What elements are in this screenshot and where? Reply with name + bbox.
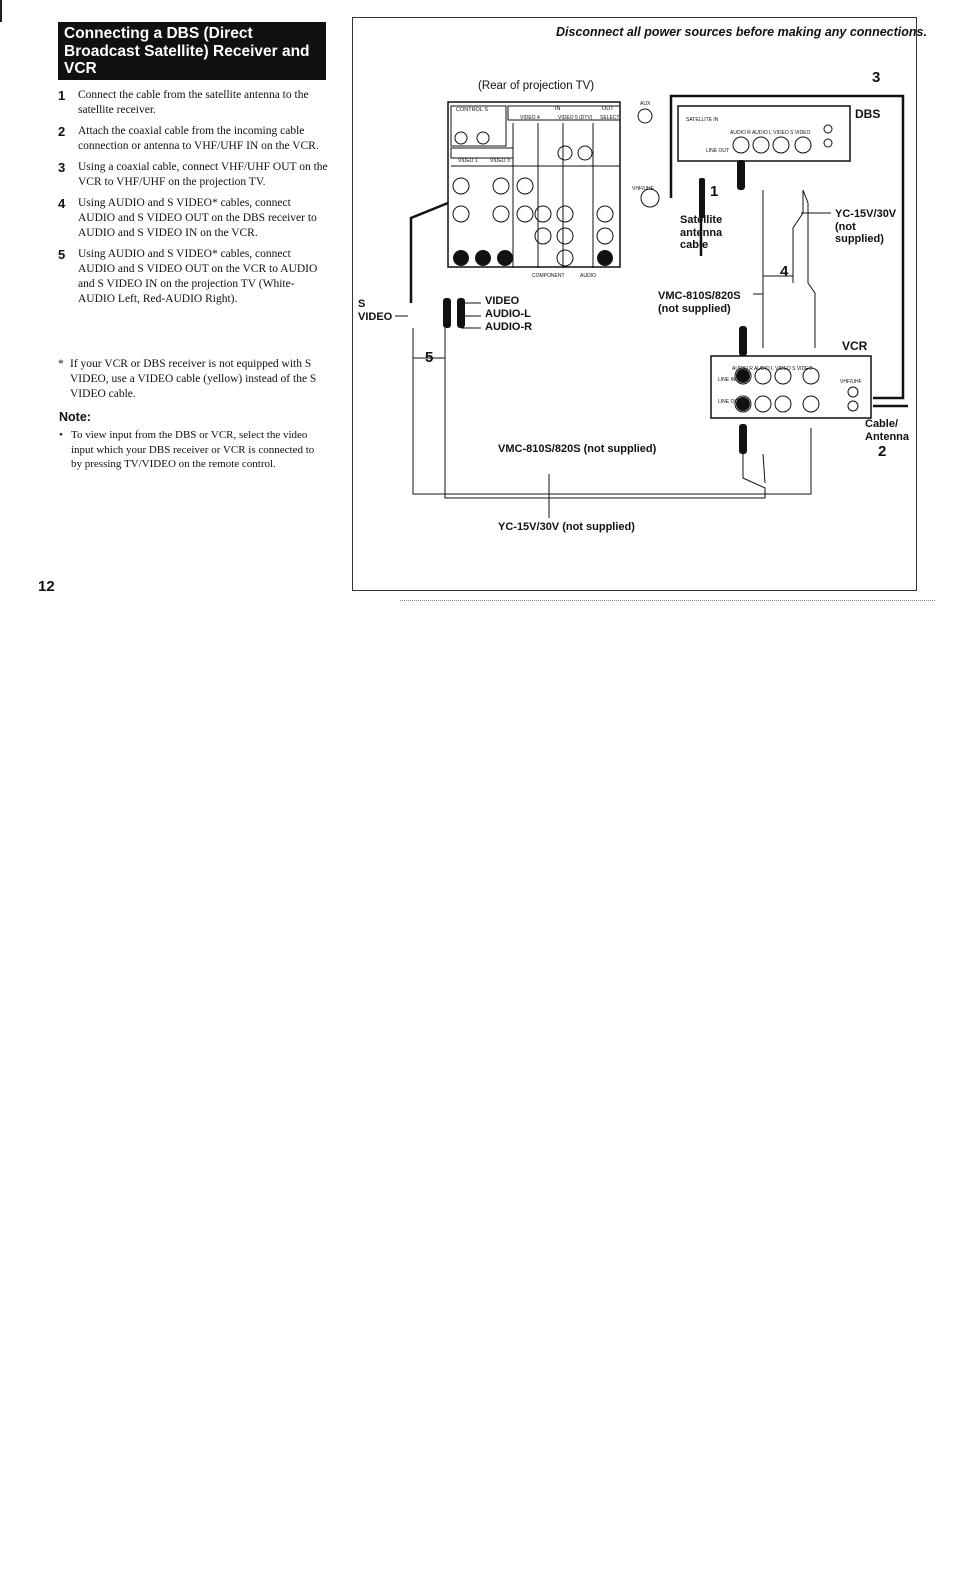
panel-out-label: OUT: [602, 106, 614, 112]
note-text: To view input from the DBS or VCR, select the video input which your DBS receiver or VCR is connected to by pressing TV/VIDEO on the remote control.: [71, 429, 315, 470]
step-item: [56, 88, 328, 118]
step-item: [56, 196, 328, 241]
dbs-label: DBS: [855, 107, 881, 121]
video1-label: VIDEO 1: [458, 158, 478, 164]
margin-rule: [0, 0, 2, 22]
audio-panel-label: AUDIO: [580, 273, 596, 279]
step-number: 4: [58, 196, 66, 211]
video4-label: VIDEO 4: [520, 115, 540, 121]
step-item: [56, 160, 328, 190]
s-video-label: S VIDEO: [358, 298, 393, 323]
video-label: VIDEO: [485, 295, 520, 307]
callout-5: 5: [425, 349, 434, 366]
satellite-cable-label: Satellite antenna cable: [680, 214, 723, 251]
callout-3: 3: [872, 69, 881, 86]
vcr-line-in-label: LINE IN: [718, 377, 736, 383]
yc-top-label: YC-15V/30V (not supplied): [835, 208, 897, 245]
wiring-illustration: [353, 18, 915, 588]
vcr-label: VCR: [842, 339, 868, 353]
component-label: COMPONENT: [532, 273, 565, 279]
footnote-text: If your VCR or DBS receiver is not equipped with S VIDEO, use a VIDEO cable (yellow) instead of the S VIDEO cable.: [70, 358, 317, 400]
vmc-bottom-label: VMC-810S/820S (not supplied): [498, 443, 657, 455]
vcr-line-out-label: LINE OUT: [718, 399, 742, 405]
step-list: [56, 88, 328, 313]
page-number: 12: [38, 578, 55, 595]
tv-rear-panel: [448, 102, 620, 267]
panel-in-label: IN: [555, 106, 561, 112]
cable-antenna-label: Cable/ Antenna: [865, 418, 909, 443]
step-number: 2: [58, 124, 66, 139]
callout-4: 4: [780, 263, 789, 280]
callout-2: 2: [878, 443, 887, 460]
vcr-jacks-label: AUDIO R AUDIO L VIDEO S VIDEO: [732, 366, 813, 372]
audio-r-label: AUDIO-R: [485, 321, 533, 333]
control-s-label: CONTROL S: [456, 107, 488, 113]
step-text: Using AUDIO and S VIDEO* cables, connect AUDIO and S VIDEO OUT on the VCR to AUDIO and S VIDEO IN on the projection TV (White-AUDIO Left, Red-AUDIO Right).: [78, 248, 318, 305]
vcr-vhf-uhf-label: VHF/UHF: [840, 379, 862, 385]
callout-1: 1: [710, 183, 719, 200]
video5-label: VIDEO 5 (DTV): [558, 115, 593, 121]
footnote: [58, 357, 326, 402]
dbs-jacks-label: AUDIO R AUDIO L VIDEO S VIDEO: [730, 130, 811, 136]
step-number: 1: [58, 88, 66, 103]
aux-label: AUX: [640, 101, 651, 107]
step-text: Using AUDIO and S VIDEO* cables, connect AUDIO and S VIDEO OUT on the DBS receiver to AUDIO and S VIDEO IN on the VCR.: [78, 197, 317, 239]
step-item: [56, 247, 328, 307]
step-text: Using a coaxial cable, connect VHF/UHF OUT on the VCR to VHF/UHF on the projection TV.: [78, 161, 328, 188]
note-bullet: •: [59, 429, 63, 441]
yc-bottom-label: YC-15V/30V (not supplied): [498, 521, 635, 533]
note-body: [59, 428, 327, 472]
select-label: SELECT: [600, 115, 620, 121]
step-number: 5: [58, 247, 66, 262]
dbs-line-out-label: LINE OUT: [706, 148, 730, 154]
step-item: [56, 124, 328, 154]
section-heading: Connecting a DBS (Direct Broadcast Satellite) Receiver and VCR: [58, 22, 326, 80]
satellite-in-label: SATELLITE IN: [686, 117, 719, 123]
step-text: Attach the coaxial cable from the incoming cable connection or antenna to VHF/UHF IN on the VCR.: [78, 125, 319, 152]
step-text: Connect the cable from the satellite antenna to the satellite receiver.: [78, 89, 309, 116]
footnote-mark: *: [58, 358, 64, 370]
step-number: 3: [58, 160, 66, 175]
rear-panel-caption: (Rear of projection TV): [478, 80, 595, 92]
scan-edge-line: [400, 600, 935, 604]
vmc-mid-label: VMC-810S/820S (not supplied): [658, 290, 741, 315]
warning-text: Disconnect all power sources before making any connections.: [556, 25, 927, 39]
audio-l-label: AUDIO-L: [485, 308, 531, 320]
note-title: Note:: [59, 410, 91, 424]
video3-label: VIDEO 3: [490, 158, 510, 164]
tv-vhf-uhf-label: VHF/UHF: [632, 186, 654, 192]
